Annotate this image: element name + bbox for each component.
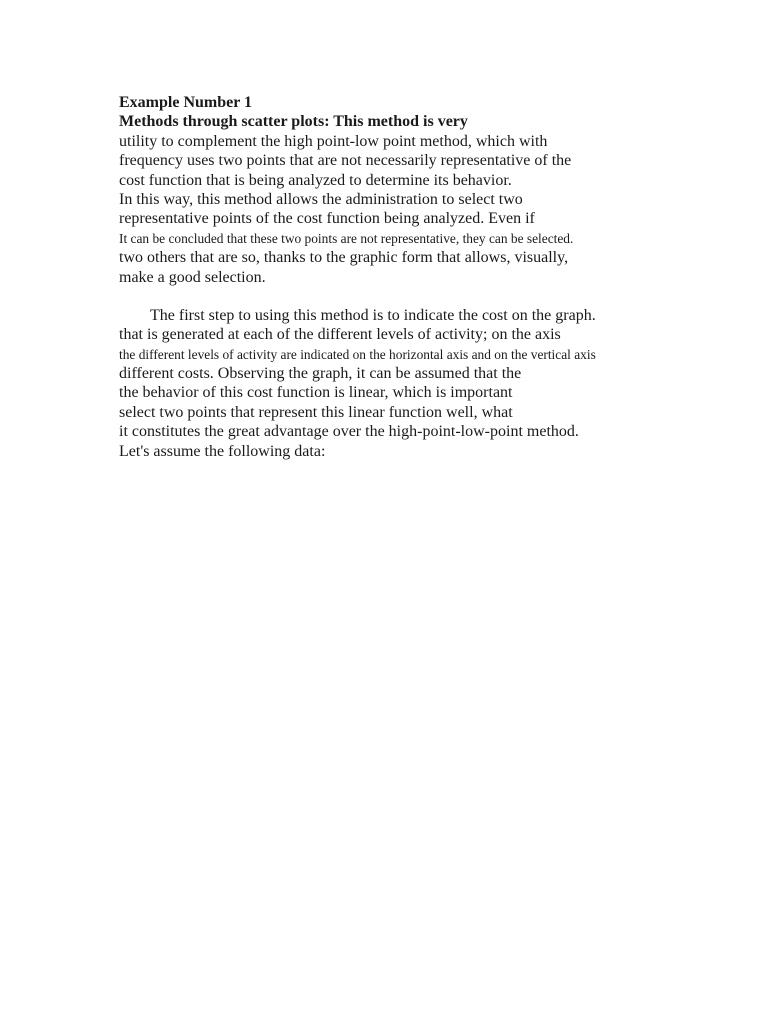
paragraph2-line: The first step to using this method is to indicate the cost on the graph. [150, 306, 596, 324]
paragraph1-line: cost function that is being analyzed to determine its behavior. [119, 171, 512, 189]
paragraph2-line: that is generated at each of the different levels of activity; on the axis [119, 326, 561, 344]
section-subheading: Methods through scatter plots: This method is very [119, 113, 468, 131]
example-heading: Example Number 1 [119, 94, 253, 111]
paragraph1-line: make a good selection. [119, 268, 266, 286]
paragraph2-line: different costs. Observing the graph, it can be assumed that the [119, 365, 522, 383]
document-body [119, 93, 679, 461]
paragraph-spacer [119, 287, 679, 306]
paragraph2-line: it constitutes the great advantage over the high-point-low-point method. [119, 423, 579, 441]
paragraph1-line: It can be concluded that these two points are not representative, they can be selected. [119, 230, 574, 246]
paragraph1-line: two others that are so, thanks to the graphic form that allows, visually, [119, 249, 569, 267]
paragraph2-line: select two points that represent this linear function well, what [119, 403, 513, 421]
paragraph1-line: representative points of the cost function being analyzed. Even if [119, 210, 535, 228]
paragraph2-line: the different levels of activity are indicated on the horizontal axis and on the vertical axis [119, 346, 596, 362]
paragraph1-line: utility to complement the high point-low point method, which with [119, 132, 548, 150]
paragraph2-line: Let's assume the following data: [119, 442, 326, 460]
paragraph2-line: the behavior of this cost function is linear, which is important [119, 384, 513, 402]
paragraph1-line: frequency uses two points that are not necessarily representative of the [119, 152, 572, 170]
paragraph1-line: In this way, this method allows the administration to select two [119, 190, 523, 208]
